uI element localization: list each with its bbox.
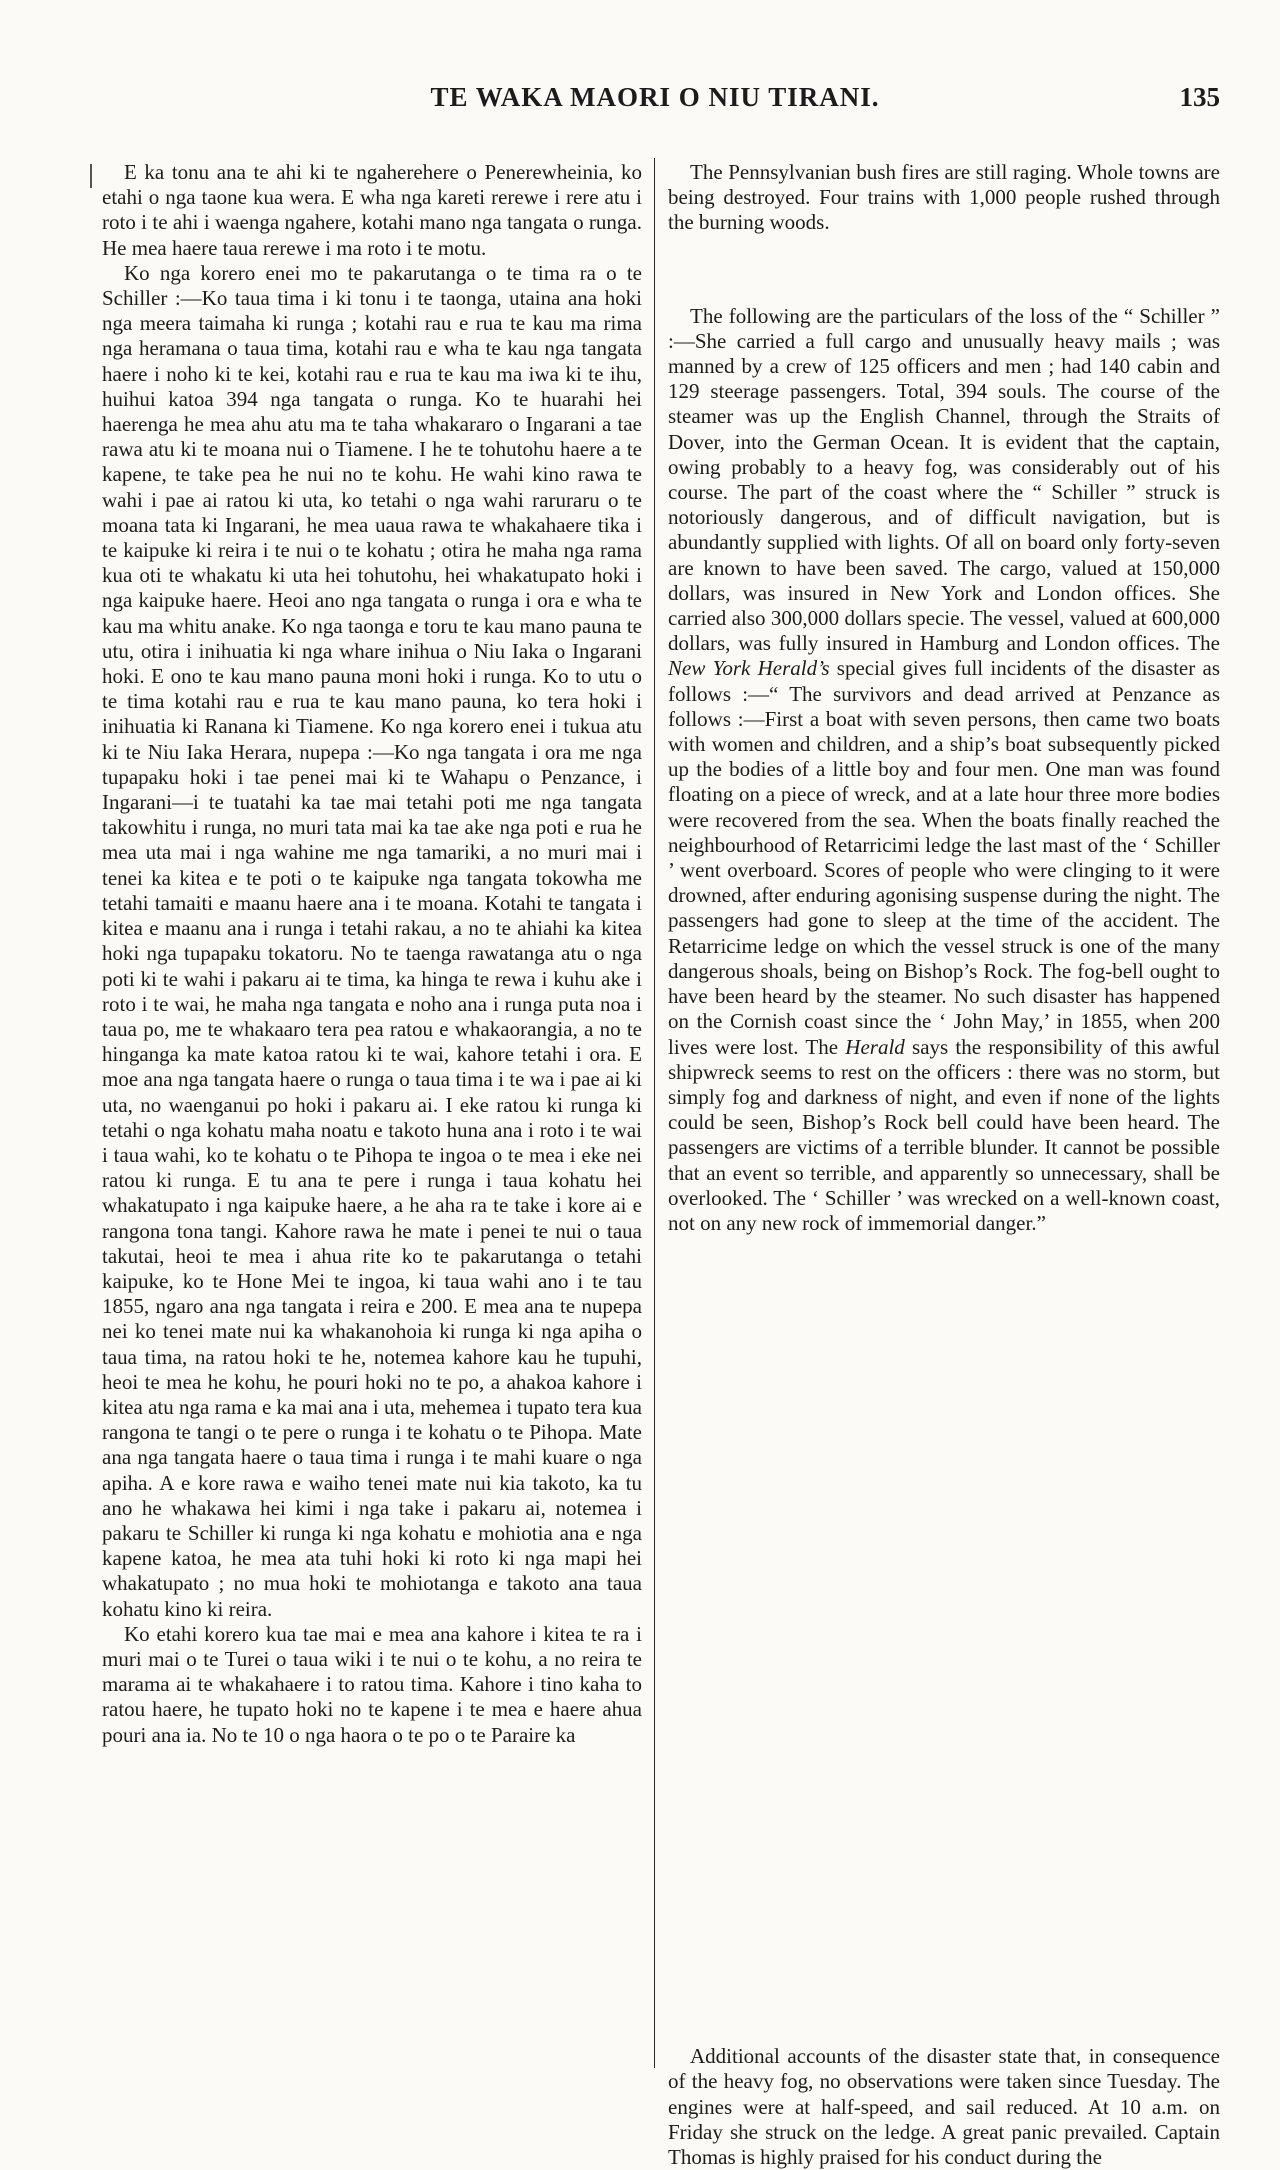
running-title: TE WAKA MAORI O NIU TIRANI. <box>430 82 880 112</box>
maori-paragraph-bush-fires: E ka tonu ana te ahi ki te ngaherehere o Penerewheinia, ko etahi o nga taone kua wera. E wha nga kareti rerewe i rere atu i roto i te ahi i waenga ngahere, kotahi mano nga tangata o runga. He mea haere taua rerewe i ma roto i te motu. <box>102 160 642 260</box>
maori-column <box>102 160 642 1748</box>
column-blank-space <box>668 1236 1220 2044</box>
newspaper-name-herald: Herald <box>845 1034 905 1059</box>
newspaper-name-new-york-herald: New York Herald’s <box>668 656 830 681</box>
page-number: 135 <box>1179 82 1220 112</box>
english-paragraph-schiller <box>668 304 1220 1237</box>
column-divider <box>654 158 655 2068</box>
maori-paragraph-additional: Ko etahi korero kua tae mai e mea ana kahore i kitea te ra i muri mai o te Turei o taua wiki i te nui o te kohu, a no reira te marama ai te whakahaere i to ratou tima. Kahore i tino kaha to ratou haere, he tupato hoki no te kapene i te mea e haere ahua pouri ana ia. No te 10 o nga haora o te po o te Paraire ka <box>102 1621 642 1747</box>
margin-mark <box>90 164 92 188</box>
schiller-text-part-3: says the responsibility of this awful shipwreck seems to rest on the officers : there was no storm, but simply fog and darkness of night, and even if none of the lights could be seen, Bishop’s Rock bell could have been heard. The passengers are victims of a terrible blunder. It cannot be possible that an event so terrible, and apparently so unnecessary, shall be overlooked. The ‘ Schiller ’ was wrecked on a well-known coast, not on any new rock of immemorial danger.” <box>668 1034 1220 1235</box>
page-header <box>90 82 1220 122</box>
paragraph-gap <box>668 236 1220 304</box>
maori-paragraph-schiller: Ko nga korero enei mo te pakarutanga o te tima ra o te Schiller :—Ko taua tima i ki tonu i te taonga, utaina ana hoki nga meera taimaha ki runga ; kotahi rau e rua te kau ma rima nga heramana o taua tima, kotahi rau e wha te kau nga tangata haere i noho ki te kei, kotahi rau e rua te kau ma iwa ki te ihu, huihui katoa 394 nga tangata o runga. Ko te huarahi hei haerenga he mea ahu atu ma te taha whakararo o Ingarani a tae rawa atu ki te moana nui o Tiamene. I he te tohutohu haere a te kapene, te take pea he nui no te kohu. He wahi kino rawa te wahi i pae ai ratou ki uta, ko tetahi o nga wahi raruraru o te moana tata ki Ingarani, he mea uaua rawa te whakahaere tika i te kaipuke ki reira i te nui o te kohatu ; otira he maha nga rama kua oti te whakatu ki uta hei tohutohu, hei whakatupato hoki i nga kaipuke haere. Heoi ano nga tangata o runga i ora e wha te kau ma whitu anake. Ko nga taonga e toru te kau mano pauna te utu, otira i inihuatia ki nga whare inihua o Niu Iaka o Ingarani hoki. E ono te kau mano pauna moni hoki i runga. Ko to utu o te tima kotahi rau e rua te kau mano pauna, ko tera hoki i inihuatia ki Ranana ki Tiamene. Ko nga korero enei i tukua atu ki te Niu Iaka Herara, nupepa :—Ko nga tangata i ora me nga tupapaku hoki i tae penei mai ki te Wahapu o Penzance, i Ingarani—i te tuatahi ka tae mai tetahi poti me nga tangata takowhitu i runga, no muri tata mai ka tae ake nga poti e rua he mea uta mai i nga wahine me nga tamariki, a no muri mai i tenei ka kitea e te poti o te kaipuke nga tangata tokowha me tetahi tamaiti e maanu haere ana i te moana. Kotahi te tangata i kitea e maanu ana i runga i tetahi rakau, a no te ahiahi ka kitea hoki nga tupapaku tokatoru. No te taenga rawatanga atu o nga poti ki te wahi i pakaru ai te tima, ka hinga te rewa i kuhu ake i roto i te wai, he maha nga tangata e noho ana i runga puta noa i taua po, me te whakaaro tera pea ratou e whakaorangia, a no te hinganga ka mate katoa ratou ki te wai, kahore tetahi i ora. E moe ana nga tangata haere o runga o taua tima i te wa i pae ai ki uta, no waenganui po hoki i pakaru ai. I eke ratou ki runga ki tetahi o nga kohatu maha noatu e takoto huna ana i roto i te wai i taua wahi, ko te kohatu o te Pihopa te ingoa o te mea i eke nei ratou ki runga. E tu ana te pere i runga i taua kohatu hei whakatupato i nga kaipuke haere, a he aha ra te take i kore ai e rangona tona tangi. Kahore rawa he mate i penei te nui o taua takutai, heoi te mea i ahua rite ko te pakarutanga o tetahi kaipuke, ko te Hone Mei te ingoa, ki taua wahi ano i te tau 1855, ngaro ana nga tangata i reira e 200. E mea ana te nupepa nei ko tenei mate nui ka whakanohoia ki runga ki nga apiha o taua tima, na ratou hoki te he, notemea kahore kau he tupuhi, heoi te mea he kohu, he pouri hoki no te po, a ahakoa kahore i kitea atu nga rama e ka mai ana i uta, mehemea i tupato tera kua rangona te tangi o te pere o runga i te kohatu o te Pihopa. Mate ana nga tangata haere o taua tima i runga i te mahi kuare o nga apiha. A e kore rawa e waiho tenei mate nui kia takoto, ka tu ano he whakawa hei kimi i nga take i pakaru ai, notemea i pakaru te Schiller ki runga ki nga kohatu e mohiotia ana e nga kapene katoa, he mea ata tuhi hoki ki roto ki nga mapi hei whakatupato ; no mua hoki te mohiotanga e takoto ana taua kohatu kino ki reira. <box>102 260 642 1621</box>
english-paragraph-additional: Additional accounts of the disaster state that, in consequence of the heavy fog, no observations were taken since Tuesday. The engines were at half-speed, and sail reduced. At 10 a.m. on Friday she struck on the ledge. A great panic prevailed. Captain Thomas is highly praised for his conduct during the <box>668 2044 1220 2169</box>
schiller-text-part-2: special gives full incidents of the disaster as follows :—“ The survivors and dead arrived at Penzance as follows :—First a boat with seven persons, then came two boats with women and children, and a ship’s boat subsequently picked up the bodies of a little boy and four men. One man was found floating on a piece of wreck, and at a late hour three more bodies were recovered from the sea. When the boats finally reached the neighbourhood of Retarricimi ledge the last mast of the ‘ Schiller ’ went overboard. Scores of people who were clinging to it were drowned, after enduring agonising suspense during the night. The passengers had gone to sleep at the time of the accident. The Retarricime ledge on which the vessel struck is one of the many dangerous shoals, being on Bishop’s Rock. The fog-bell ought to have been heard by the steamer. No such disaster has happened on the Cornish coast since the ‘ John May,’ in 1855, when 200 lives were lost. The <box>668 656 1220 1059</box>
english-paragraph-bush-fires: The Pennsylvanian bush fires are still raging. Whole towns are being destroyed. Four trains with 1,000 people rushed through the burning woods. <box>668 160 1220 235</box>
english-column <box>668 160 1220 2170</box>
schiller-text-part-1: The following are the particulars of the loss of the “ Schiller ” :—She carried a full cargo and unusually heavy mails ; was manned by a crew of 125 officers and men ; had 140 cabin and 129 steerage passengers. Total, 394 souls. The course of the steamer was up the English Channel, through the Straits of Dover, into the German Ocean. It is evident that the captain, owing probably to a heavy fog, was considerably out of his course. The part of the coast where the “ Schiller ” struck is notoriously dangerous, and of difficult navigation, but is abundantly supplied with lights. Of all on board only forty-seven are known to have been saved. The cargo, valued at 150,000 dollars, was insured in New York and London offices. She carried also 300,000 dollars specie. The vessel, valued at 600,000 dollars, was fully insured in Hamburg and London offices. The <box>668 303 1220 656</box>
